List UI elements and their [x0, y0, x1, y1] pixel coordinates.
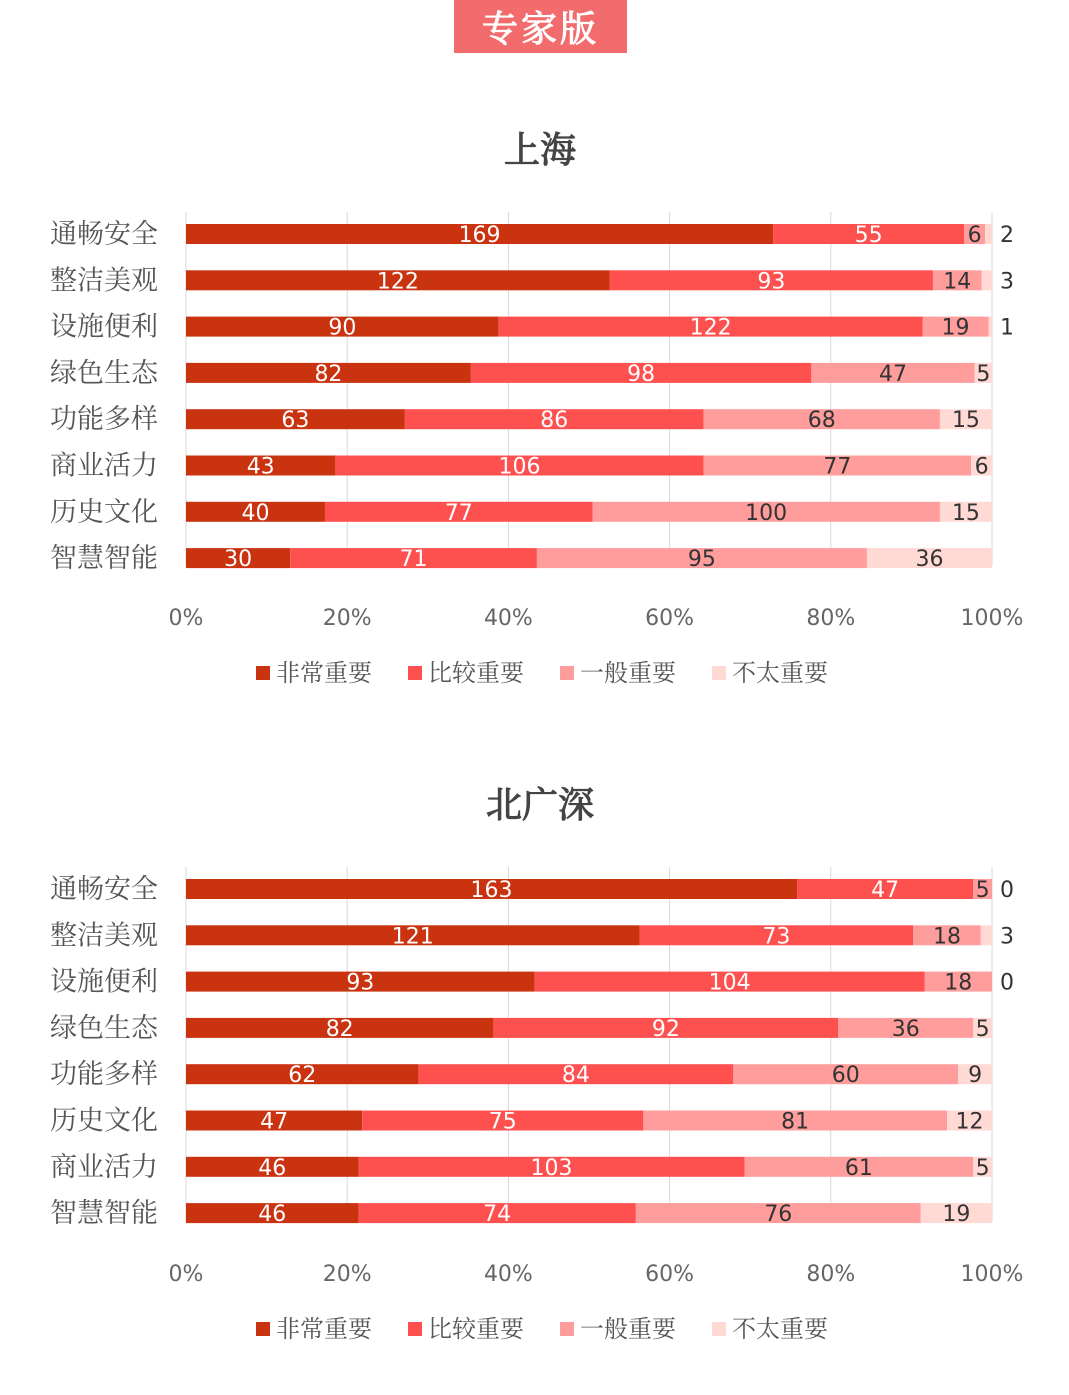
- data-label: 0: [1000, 878, 1014, 903]
- data-label: 86: [540, 408, 569, 434]
- category-label: 功能多样: [50, 404, 158, 436]
- legend-swatch: [408, 1322, 422, 1336]
- x-tick-label: 20%: [322, 1262, 372, 1287]
- data-label: 5: [976, 361, 991, 387]
- data-label: 2: [1000, 223, 1014, 248]
- data-label: 18: [933, 924, 962, 950]
- legend-label: 比较重要: [428, 1315, 524, 1343]
- x-tick-label: 40%: [483, 1262, 533, 1287]
- legend-swatch: [408, 666, 422, 680]
- data-label: 14: [943, 269, 972, 295]
- data-label: 62: [288, 1063, 317, 1089]
- chart-title: 上海: [503, 130, 577, 171]
- data-label: 77: [444, 500, 473, 526]
- data-label: 15: [951, 500, 980, 526]
- data-label: 47: [871, 878, 900, 903]
- legend-swatch: [560, 666, 574, 680]
- legend-swatch: [712, 666, 726, 680]
- data-label: 74: [483, 1202, 512, 1228]
- data-label: 106: [498, 454, 541, 480]
- data-label: 90: [328, 315, 357, 341]
- data-label: 30: [224, 547, 253, 573]
- data-label: 82: [314, 361, 343, 387]
- data-label: 60: [831, 1063, 860, 1089]
- data-label: 61: [844, 1155, 873, 1181]
- data-label: 82: [325, 1016, 354, 1042]
- x-tick-label: 80%: [806, 1262, 856, 1287]
- data-label: 47: [878, 361, 907, 387]
- data-label: 55: [854, 223, 883, 248]
- legend-swatch: [256, 666, 270, 680]
- data-label: 81: [781, 1109, 810, 1135]
- category-label: 整洁美观: [50, 920, 158, 952]
- data-label: 3: [1000, 269, 1014, 295]
- category-label: 历史文化: [50, 496, 158, 528]
- data-label: 73: [762, 924, 791, 950]
- x-tick-label: 0%: [168, 606, 204, 631]
- legend-swatch: [256, 1322, 270, 1336]
- data-label: 0: [1000, 970, 1014, 996]
- data-label: 122: [376, 269, 419, 295]
- data-label: 92: [651, 1016, 680, 1042]
- legend-label: 一般重要: [580, 659, 676, 687]
- x-tick-label: 40%: [483, 606, 533, 631]
- data-label: 3: [1000, 924, 1014, 950]
- data-label: 169: [458, 223, 501, 248]
- data-label: 63: [281, 408, 310, 434]
- data-label: 77: [823, 454, 852, 480]
- legend-label: 非常重要: [276, 1315, 372, 1343]
- data-label: 36: [915, 547, 944, 573]
- legend-label: 比较重要: [428, 659, 524, 687]
- expert-edition-badge: 专家版: [454, 0, 627, 53]
- category-label: 商业活力: [50, 450, 158, 482]
- category-label: 设施便利: [50, 311, 158, 343]
- data-label: 19: [942, 1202, 971, 1228]
- category-label: 智慧智能: [50, 1198, 158, 1230]
- data-label: 36: [891, 1016, 920, 1042]
- x-tick-label: 100%: [960, 1262, 1024, 1287]
- legend-swatch: [712, 1322, 726, 1336]
- data-label: 100: [745, 500, 788, 526]
- chart-1: [50, 130, 1023, 687]
- data-label: 5: [975, 878, 990, 903]
- data-label: 6: [974, 454, 989, 480]
- data-label: 6: [967, 223, 982, 248]
- data-label: 47: [260, 1109, 289, 1135]
- data-label: 98: [627, 361, 656, 387]
- legend-label: 不太重要: [732, 1315, 828, 1343]
- bar-segment: [985, 224, 992, 244]
- x-tick-label: 100%: [960, 606, 1024, 631]
- data-label: 43: [246, 454, 275, 480]
- legend-swatch: [560, 1322, 574, 1336]
- data-label: 95: [687, 547, 716, 573]
- x-tick-label: 80%: [806, 606, 856, 631]
- category-label: 通畅安全: [50, 874, 158, 905]
- data-label: 18: [944, 970, 973, 996]
- data-label: 76: [764, 1202, 793, 1228]
- category-label: 历史文化: [50, 1105, 158, 1137]
- bar-segment: [981, 925, 992, 945]
- data-label: 163: [470, 878, 513, 903]
- data-label: 121: [391, 924, 434, 950]
- legend-label: 一般重要: [580, 1315, 676, 1343]
- legend-label: 不太重要: [732, 659, 828, 687]
- data-label: 71: [399, 547, 428, 573]
- category-label: 通畅安全: [50, 219, 158, 250]
- data-label: 93: [757, 269, 786, 295]
- category-label: 设施便利: [50, 966, 158, 998]
- data-label: 1: [1000, 315, 1014, 341]
- category-label: 整洁美观: [50, 265, 158, 297]
- x-tick-label: 60%: [645, 606, 695, 631]
- category-label: 绿色生态: [50, 1012, 158, 1044]
- data-label: 103: [530, 1155, 573, 1181]
- x-tick-label: 20%: [322, 606, 372, 631]
- data-label: 68: [807, 408, 836, 434]
- data-label: 46: [258, 1155, 287, 1181]
- category-label: 智慧智能: [50, 543, 158, 575]
- legend-label: 非常重要: [276, 659, 372, 687]
- data-label: 46: [258, 1202, 287, 1228]
- data-label: 12: [955, 1109, 984, 1135]
- data-label: 9: [968, 1063, 983, 1089]
- x-tick-label: 60%: [645, 1262, 695, 1287]
- data-label: 122: [689, 315, 732, 341]
- data-label: 75: [488, 1109, 517, 1135]
- category-label: 商业活力: [50, 1151, 158, 1183]
- data-label: 84: [561, 1063, 590, 1089]
- category-label: 绿色生态: [50, 357, 158, 389]
- data-label: 104: [708, 970, 751, 996]
- data-label: 5: [975, 1016, 990, 1042]
- data-label: 40: [241, 500, 270, 526]
- data-label: 15: [951, 408, 980, 434]
- chart-2: [50, 785, 1023, 1343]
- bar-segment: [982, 270, 992, 290]
- data-label: 19: [941, 315, 970, 341]
- data-label: 5: [975, 1155, 990, 1181]
- bar-segment: [989, 317, 992, 337]
- data-label: 93: [346, 970, 375, 996]
- x-tick-label: 0%: [168, 1262, 204, 1287]
- chart-title: 北广深: [485, 785, 595, 826]
- category-label: 功能多样: [50, 1059, 158, 1091]
